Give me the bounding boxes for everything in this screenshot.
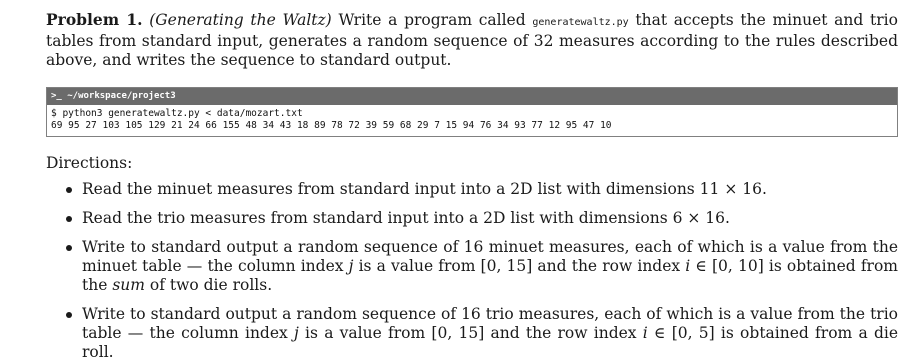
bullet-icon: [66, 312, 72, 318]
list-item: Read the minuet measures from standard input into a 2D list with dimensions 11 × 16.: [62, 180, 898, 199]
directions-list: [62, 180, 898, 362]
terminal-title-bar: [47, 88, 897, 105]
bullet-icon: [66, 216, 72, 222]
problem-text-start: Write a program called: [338, 11, 526, 29]
problem-label: Problem 1.: [46, 10, 143, 29]
problem-name: (Generating the Waltz): [149, 11, 332, 29]
terminal-output: 69 95 27 103 105 129 21 24 66 155 48 34 43 18 89 78 72 39 59 68 29 7 15 94 76 34 93 77 12 95 47 10: [51, 120, 612, 131]
directions-heading: Directions:: [46, 154, 133, 172]
bullet-icon: [66, 187, 72, 193]
program-name: generatewaltz.py: [532, 17, 629, 28]
terminal-body: [47, 105, 897, 136]
problem-statement: [46, 10, 898, 70]
terminal-command: $ python3 generatewaltz.py < data/mozart.txt: [51, 108, 303, 119]
list-item: Write to standard output a random sequence of 16 trio measures, each of which is a value from the trio table — the column index j is a value from [0, 15] and the row index i ∈ [0, 5] is obtained from a die roll.: [62, 305, 898, 362]
list-item: Read the trio measures from standard input into a 2D list with dimensions 6 × 16.: [62, 209, 898, 228]
terminal-window: [46, 87, 898, 137]
problem-text-end: that accepts the minuet and trio tables from standard input, generates a random sequence of 32 measures according to the rules described above, and writes the sequence to standard output.: [46, 11, 898, 69]
bullet-icon: [66, 245, 72, 251]
list-item: Write to standard output a random sequence of 16 minuet measures, each of which is a value from the minuet table — the column index j is a value from [0, 15] and the row index i ∈ [0, 10] is obtained from the sum of two die rolls.: [62, 238, 898, 295]
terminal-title: >_ ~/workspace/project3: [51, 91, 176, 101]
